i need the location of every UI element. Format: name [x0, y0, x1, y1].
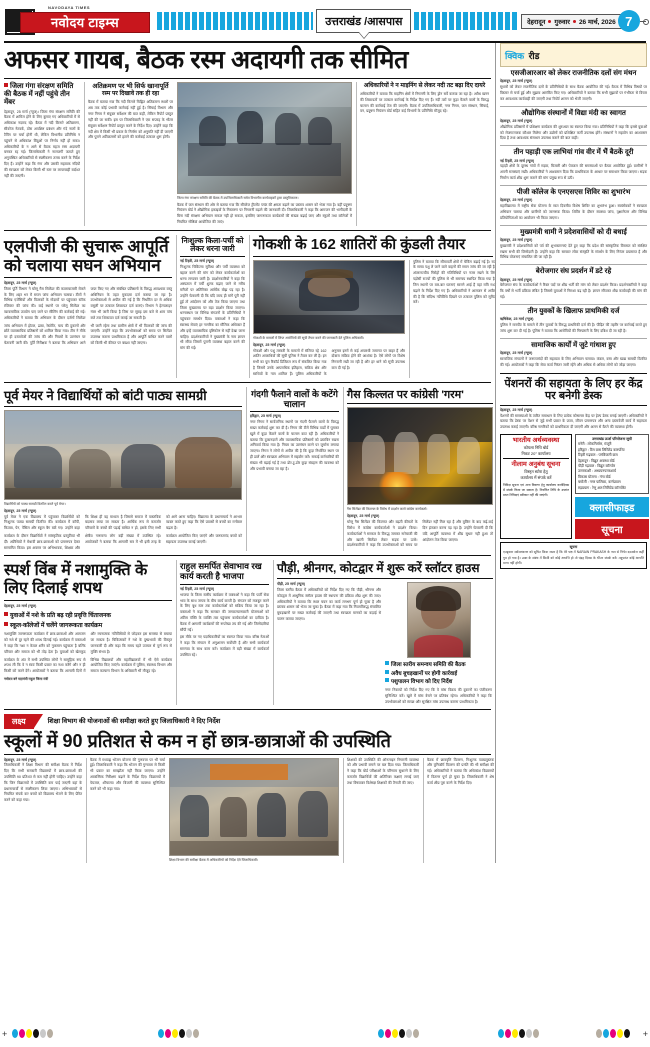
separator-dot-icon — [548, 20, 551, 23]
slaughter-byline-text: पौड़ी, 25 मार्च (न्यूज) — [277, 582, 305, 587]
table-row: टिहरी गढ़वाल : पनबिजली ग्राम — [578, 453, 618, 458]
bottom-photo-block — [169, 758, 339, 863]
sparsh-byline — [4, 604, 172, 610]
bjp-article — [176, 560, 269, 705]
bottom-photo-caption: शिक्षा विभाग की समीक्षा बैठक में अधिकारियों को निर्देश देते जिलाधिकारी। — [169, 857, 259, 862]
bottom-kicker: शिक्षा विभाग की योजनाओं की समीक्षा करते हुए जिलाधिकारी ने दिए निर्देश — [47, 717, 221, 725]
bottom-tag: लक्ष्य — [4, 714, 34, 729]
bottom-photo — [169, 758, 339, 856]
ad-line-3: विस्तृत ब्योरा हेतु — [524, 469, 548, 475]
quick-read-item-body: पुलिस ने मारपीट के मामले में तीन युवकों के विरुद्ध प्राथमिकी दर्ज की है। पीड़ित की तहरीर पर कार्रवाई करते हुए जांच शुरू कर दी गई है। पुलिस ने बताया कि आरोपियों की गिरफ्तारी के लिए दबिश दी जा रही है। — [500, 323, 647, 333]
quick-read-item-headline: पीजी कॉलेज के एनएसएस शिविर का शुभारंभ — [516, 188, 631, 196]
masthead-tail-decor — [640, 21, 646, 22]
ad-line-4: कार्यालय में संपर्क करें — [520, 475, 552, 481]
garbage-body: नगर निगम ने सार्वजनिक स्थानों पर गंदगी फैलाने वालों के विरुद्ध सख्त कार्रवाई शुरू कर दी है। निगम की टीमें विभिन्न वार्डों में घूमकर खुले में कूड़ा फेंकने वालों के चालान काट रही हैं। अधिकारियों ने बताया कि दुकानदारों और व्यावसायिक प्रतिष्ठानों को डस्टबिन रखना अनिवार्य किया गया है। नियम का उल्लंघन करने पर जुर्माना लगाया जाएगा। निगम ने लोगों से अपील की है कि कूड़ा निर्धारित स्थान पर ही डालें और स्वच्छता अभियान में सहयोग करें। सफाई कर्मचारियों की संख्या भी बढ़ाई गई है तथा डोर-टू-डोर कूड़ा संग्रहण की व्यवस्था को और प्रभावी बनाया जा रहा है। — [250, 420, 339, 471]
freebooks-headline: निःशुल्क किला-पर्ची को लेकर धरना जारी — [181, 235, 244, 254]
slaughter-bullet-2 — [385, 670, 492, 678]
table-row: हरिद्वार : टिम ग्रास लिमिटेड कारपोरेट — [578, 447, 625, 452]
table-row: देहरादून : विद्युत अवस्था बोर्ड — [578, 458, 615, 463]
lpg-byline-text: देहरादून, 25 मार्च (न्यूज) — [4, 280, 37, 285]
pension-headline: पेंशनरों की सहायता के लिए हर केंद्र पर बनेगी डेस्क — [504, 377, 643, 403]
garbage-headline: गंदगी फैलाने वालों के कटेंगे चालान — [251, 388, 338, 409]
quick-read-item-body: बेरोजगार संघ के कार्यकर्ताओं ने रिक्त पदों पर शीघ्र भर्ती की मांग को लेकर प्रदर्शन किया। प्रदर्शनकारियों ने कहा कि वर्षों से भर्ती प्रक्रिया लंबित है जिससे युवाओं में निराशा बढ़ रही है। ज्ञापन सौंपकर शीघ्र कार्यवाही की मांग की गई। — [500, 283, 647, 300]
bottom-col2-text: बैठक में मध्याह्न भोजन योजना की गुणवत्ता पर भी चर्चा हुई। जिलाधिकारी ने कहा कि भोजन की गुणवत्ता से किसी भी प्रकार का समझौता नहीं किया जाएगा। उन्होंने आकस्मिक निरीक्षण बढ़ाने के निर्देश दिए। विद्यालयों में पेयजल, शौचालय और बिजली की व्यवस्था सुनिश्चित करने को भी कहा गया। — [90, 757, 165, 791]
row-two — [4, 235, 496, 378]
quick-read-item-byline-text: देहरादून, 25 मार्च (न्यूज) — [500, 237, 533, 242]
quick-read-item-byline-text: देहरादून, 25 मार्च (न्यूज) — [500, 351, 533, 356]
quick-read-title-rest: रीड — [528, 51, 540, 61]
table-row: चमोली : नगर पालिका, कर्णप्रयाग — [578, 480, 621, 485]
quick-read-divider — [500, 106, 647, 107]
logo-nameplate — [20, 12, 150, 33]
quick-read-item-headline: तीन युवकों के खिलाफ प्राथमिकी दर्ज — [527, 307, 620, 315]
bottom-col-4 — [423, 758, 494, 863]
cmyk-dots — [12, 1029, 53, 1038]
quick-read-item-body: सुधारों को लेकर राजनीतिक दलों के प्रतिनिधियों के साथ बैठक आयोजित की गई। बैठक में विभिन्न विषयों पर विस्तार से चर्चा हुई और सुझाव आमंत्रित किए गए। अधिकारियों ने बताया कि सभी सुझावों पर गंभीरता से विचार कर आवश्यक कार्यवाही की जाएगी तथा रिपोर्ट शासन को भेजी जाएगी। — [500, 85, 647, 101]
main-column — [4, 43, 496, 863]
pension-byline-text: देहरादून, 25 मार्च (न्यूज) — [500, 407, 533, 412]
section-tag-label: उत्तराखंड /आसपास — [325, 16, 403, 28]
lead-col-4 — [356, 82, 489, 226]
logo-kicker: NAVODAYA TIMES — [48, 5, 91, 10]
gokashi-body-2: पुलिस ने बताया कि सीमावर्ती क्षेत्रों में चेकिंग बढ़ाई गई है। रात के समय पशु ले जाने वाले वाहनों की सघन जांच की जा रही है। अंतरराज्यीय गिरोहों की गतिविधियों पर नजर रखने के लिए पड़ोसी राज्यों की पुलिस से भी समन्वय स्थापित किया गया है। जिन स्थानों पर बार-बार घटनाएं सामने आई हैं वहां रात्रि गश्त बढ़ाने के निर्देश दिए गए हैं। अधिकारियों ने आमजन से अपील की है कि संदिग्ध गतिविधि दिखने पर तत्काल पुलिस को सूचित करें। — [413, 259, 496, 305]
lead-sub-kicker: अतिक्रमण पर भी सिर्फ खानापूर्ति — [92, 82, 169, 90]
sparsh-body: नशामुक्ति जागरूकता कार्यक्रम में छात्र-छात्राओं और आमजन को नशे से दूर रहने की शपथ दिलाई गई। कार्यक्रम में वक्ताओं ने कहा कि नशा न केवल शरीर को नुकसान पहुंचाता है बल्कि परिवार और समाज को भी तोड़ देता है। युवाओं को खेलकूद और रचनात्मक गतिविधियों से जोड़कर इस समस्या से बचाया जा सकता है। चिकित्सकों ने नशे के दुष्प्रभावों की विस्तृत जानकारी दी और कहा कि समय रहते उपचार से पूर्ण रूप से मुक्ति संभव है। — [4, 632, 172, 654]
dateline-city: देहरादून — [527, 18, 546, 26]
table-row: पौड़ी गढ़वाल : विद्युत कॉरपोर — [578, 463, 616, 468]
quick-read-item[interactable] — [500, 229, 647, 262]
decor-bars-right — [414, 12, 518, 30]
registration-mark-icon: + — [642, 1029, 648, 1039]
bottom-col4-text: बैठक में छात्रवृत्ति वितरण, निःशुल्क पाठ्यपुस्तक और यूनिफॉर्म वितरण की प्रगति की भी समीक्षा की गई। अधिकारियों ने बताया कि अधिकांश विद्यालयों में वितरण पूर्ण हो चुका है। जिलाधिकारी ने शेष कार्य शीघ्र पूरा करने के निर्देश दिए। — [427, 757, 494, 785]
slaughter-body-2: नगर निकायों को निर्देश दिए गए कि वे मांस विक्रय की दुकानों का पंजीकरण सुनिश्चित करें। खुले में मांस बेचने पर प्रतिबंध रहेगा। अधिकारियों ने कहा कि उपभोक्ताओं को स्वच्छ और सुरक्षित मांस उपलब्ध कराना प्राथमिकता है। — [385, 687, 492, 704]
lead-left-kicker — [4, 83, 80, 108]
gas-congress-photo-caption: गैस सिलेंडर की किल्लत के विरोध में प्रदर्शन करते कांग्रेस कार्यकर्ता। — [347, 507, 428, 512]
quick-read-divider — [500, 264, 647, 265]
separator-dot-icon — [573, 20, 576, 23]
freebooks-article — [176, 235, 245, 378]
page-number-badge: 7 — [618, 10, 640, 32]
lpg-article — [4, 235, 172, 378]
bottom-article — [4, 714, 494, 862]
section-divider — [500, 373, 647, 374]
mayor-photo — [4, 410, 242, 500]
bullet-icon — [4, 622, 8, 626]
table-row: विकास योजना : गंगा बोर्ड — [578, 474, 611, 479]
lpg-headline: एलपीजी की सुचारू आपूर्ति को चलाया सघन अभियान — [4, 236, 169, 275]
quick-read-divider — [500, 225, 647, 226]
lead-left-kicker-text: जिला गंगा संरक्षण समिति की बैठक में नहीं पहुंचे तीन मेंबर — [4, 82, 74, 107]
quick-read-item[interactable] — [500, 342, 647, 369]
bottom-col-1 — [4, 758, 82, 863]
table-title: उत्तराखंड ऊर्जा परियोजना सूची — [592, 437, 632, 442]
newspaper-page — [0, 4, 650, 1047]
bottom-headline: स्कूलों में 90 प्रतिशत से कम न हों छात्र-छात्राओं की उपस्थिति — [4, 731, 391, 752]
mayor-photo-caption: विद्यार्थियों को पाठ्य सामग्री वितरित करते पूर्व मेयर। — [4, 501, 66, 506]
pension-article — [500, 378, 647, 432]
lead-headline: अफसर गायब, बैठक रस्म अदायगी तक सीमित — [4, 46, 409, 74]
quick-read-item[interactable] — [500, 268, 647, 301]
quick-read-item-body: औद्योगिक प्रतिष्ठानों में प्रशिक्षण कार्यक्रम की शुरुआत का स्वागत किया गया। प्रतिनिधियों ने कहा कि इससे युवाओं को रोजगारपरक कौशल मिलेगा और उद्योगों को प्रशिक्षित कर्मी उपलब्ध होंगे। संस्थानों ने सहयोग का आश्वासन दिया है तथा आवश्यक संसाधन उपलब्ध कराने की बात कही। — [500, 124, 647, 141]
classified-tag[interactable]: क्लासीफाइड — [575, 497, 649, 517]
print-registration-strip — [0, 1025, 650, 1045]
registration-mark-icon: + — [2, 1029, 8, 1039]
quick-read-item-headline: तीन पहाड़ी एक लाभियां गांव वीर में भैं बैठकें दूरी — [513, 149, 634, 157]
lead-photo-block — [177, 82, 352, 226]
bjp-body: भाजपा के जिला स्तरीय कार्यक्रम में वक्ताओं ने कहा कि पार्टी सेवा भाव के साथ जनता के बीच कार्य करती है। संगठन को मजबूत करने के लिए बूथ स्तर तक कार्यकर्ताओं को सक्रिय किया जा रहा है। वक्ताओं ने कहा कि सरकार की जनकल्याणकारी योजनाओं को अंतिम पंक्ति के व्यक्ति तक पहुंचाना कार्यकर्ताओं का दायित्व है। बैठक में आगामी कार्यक्रमों की रूपरेखा तय की गई और जिम्मेदारियां सौंपी गईं। — [180, 592, 269, 632]
decor-bars-left — [157, 12, 313, 30]
gas-congress-body: घरेलू गैस सिलेंडर की किल्लत और बढ़ती कीमतों के विरोध में कांग्रेस कार्यकर्ताओं ने प्रदर्शन किया। कार्यकर्ताओं ने सरकार के विरुद्ध जमकर नारेबाजी की और खाली सिलेंडर लेकर सड़क पर उतरे। प्रदर्शनकारियों ने कहा कि उपभोक्ताओं को समय पर सिलेंडर नहीं मिल रहा है और बुकिंग के बाद कई-कई दिन इंतजार करना पड़ रहा है। उन्होंने चेतावनी दी कि यदि आपूर्ति व्यवस्था में शीघ्र सुधार नहीं हुआ तो आंदोलन तेज किया जाएगा। — [347, 520, 493, 548]
sparsh-byline-text: देहरादून, 25 मार्च (न्यूज) — [4, 604, 37, 609]
ad-title-2: नीलाम अनुबंध सूचना — [511, 461, 561, 469]
lpg-body: जिला पूर्ति विभाग ने घरेलू गैस सिलेंडर की कालाबाजारी रोकने के लिए शहर भर में सघन जांच अभियान चलाया। टीमों ने विभिन्न एजेंसियों और वितरकों के गोदामों पर पहुंचकर स्टॉक रजिस्टर की जांच की। कई स्थानों पर घरेलू सिलेंडर का व्यावसायिक उपयोग पाए जाने पर सीलिंग की कार्रवाई की गई। अधिकारियों ने बताया कि अभियान के दौरान दर्जनों सिलेंडर जब्त किए गए और संबंधित प्रतिष्ठानों के विरुद्ध आवश्यक वस्तु अधिनियम के तहत मुकदमा दर्ज कराया जा रहा है। उपभोक्ताओं से अपील की गई है कि निर्धारित दर से अधिक वसूली पर तत्काल शिकायत दर्ज कराएं। विभाग ने हेल्पलाइन नंबर भी जारी किया है जिस पर सुबह दस बजे से शाम पांच बजे तक शिकायत दर्ज कराई जा सकती है। — [4, 286, 172, 320]
lead-col-1 — [4, 82, 80, 226]
bullet-icon — [385, 661, 389, 665]
listing-block — [575, 434, 649, 539]
ad-line-2: निकट 20° कार्यालय — [521, 450, 551, 456]
mayor-article — [4, 387, 242, 552]
mayor-body: पूर्व मेयर ने एक विद्यालय में पहुंचकर विद्यार्थियों को निःशुल्क पाठ्य सामग्री वितरित की। कार्यक्रम में कॉपी, किताब, पेन, पेंसिल और स्कूल बैग बांटे गए। उन्होंने कहा कि शिक्षा ही वह माध्यम है जिससे समाज में वास्तविक बदलाव लाया जा सकता है। आर्थिक रूप से कमजोर परिवारों के बच्चों की पढ़ाई बाधित न हो, इसके लिए सभी को आगे आना चाहिए। विद्यालय के प्रधानाचार्य ने आभार व्यक्त करते हुए कहा कि ऐसे प्रयासों से बच्चों का मनोबल बढ़ता है। — [4, 514, 242, 531]
gas-congress-headline: गैस किल्लत पर कांग्रेसी 'गरम' — [347, 388, 464, 401]
row-four — [4, 560, 491, 705]
bottom-col1-text: जिलाधिकारी ने शिक्षा विभाग की समीक्षा बैठक में निर्देश दिए कि सभी सरकारी विद्यालयों में छात्र-छात्राओं की उपस्थिति 90 प्रतिशत से कम नहीं होनी चाहिए। उन्होंने कहा कि जिन विद्यालयों में उपस्थिति कम पाई जाएगी वहां के प्रधानाचार्यों से स्पष्टीकरण लिया जाएगा। अभिभावकों से नियमित संपर्क कर बच्चों को विद्यालय भेजने के लिए प्रेरित करने को कहा गया। — [4, 763, 82, 803]
energy-listing-table — [575, 434, 649, 494]
bullet-icon — [385, 678, 389, 682]
gas-congress-byline-text: देहरादून, 25 मार्च (न्यूज) — [347, 514, 380, 519]
bjp-headline: राहुल समर्पित सेवाभाव रख कार्य करती है भाजपा — [180, 561, 262, 582]
quick-read-item-headline: सामाजिक कार्यों में जुटे गांधाश हुए — [531, 341, 616, 349]
notice-body: एतद्द्वारा सर्वसाधारण को सूचित किया जाता है कि मेरे पक्ष में NARAIN PRAKASH के नाम से निर्गत दस्तावेज कहीं गुम हो गया है। उक्त के संबंध में किसी को कोई आपत्ति हो तो पंद्रह दिवस के भीतर संपर्क करें। तदुपरांत कोई आपत्ति मान्य नहीं होगी। — [503, 550, 644, 565]
bjp-byline-text: नई टिहरी, 25 मार्च (न्यूज) — [180, 586, 215, 591]
slaughter-bullet-1 — [385, 661, 492, 669]
quick-read-item-body: महाविद्यालय में राष्ट्रीय सेवा योजना के सात दिवसीय विशेष शिविर का शुभारंभ हुआ। स्वयंसेवकों ने स्वच्छता अभियान चलाया और ग्रामीणों को जागरूक किया। शिविर के दौरान स्वास्थ्य जांच, वृक्षारोपण और विभिन्न प्रतियोगिताओं का आयोजन भी किया जाएगा। — [500, 204, 647, 220]
quick-read-header — [500, 43, 647, 67]
gokashi-photo — [253, 260, 405, 334]
freebooks-byline-text: नई टिहरी, 25 मार्च (न्यूज) — [180, 259, 215, 264]
cmyk-dots — [158, 1029, 199, 1038]
lead-article — [4, 82, 491, 226]
lpg-body-2: जांच अभियान में होटल, ढाबा, रेस्टोरेंट, चाय की दुकानों और छोटे व्यावसायिक प्रतिष्ठानों को शामिल किया गया। टीम ने मौके पर ही दस्तावेजों की जांच की और नियमों के उल्लंघन पर चेतावनी जारी की। पूर्ति निरीक्षक ने बताया कि अभियान आगे भी जारी रहेगा तथा ग्रामीण क्षेत्रों में भी वितरकों की जांच की जाएगी। उन्होंने कहा कि उपभोक्ताओं को समय पर सिलेंडर उपलब्ध कराना प्राथमिकता है और आपूर्ति बाधित करने वालों को किसी भी कीमत पर बख्शा नहीं जाएगा। — [4, 323, 172, 346]
quick-read-item-byline-text: नई टिहरी, 25 मार्च (न्यूज) — [500, 158, 535, 163]
quick-read-item-headline: औद्योगिक संस्थानों में विद्या मंदी का स्वागत — [521, 109, 626, 117]
bottom-byline-text: देहरादून, 25 मार्च (न्यूज) — [4, 757, 37, 762]
cmyk-dots — [596, 1029, 630, 1038]
mayor-body-2: कार्यक्रम के दौरान विद्यार्थियों ने सांस्कृतिक प्रस्तुतियां भी दीं। अतिथियों ने मेधावी छात्र-छात्राओं को प्रमाणपत्र देकर सम्मानित किया। इस अवसर पर अभिभावक, शिक्षक और क्षेत्रीय गणमान्य लोग बड़ी संख्या में उपस्थित रहे। आयोजकों ने बताया कि आगामी सत्र में भी इसी तरह के कार्यक्रम आयोजित किए जाएंगे और जरूरतमंद बच्चों को सहायता उपलब्ध कराई जाएगी। — [4, 533, 242, 550]
lead-col2-text: बैठक में बताया गया कि नदी किनारे चिह्नित अतिक्रमण स्थलों पर अब तक कोई प्रभावी कार्रवाई नहीं हुई है। सिंचाई विभाग और नगर निगम ने संयुक्त सर्वेक्षण की बात कही, लेकिन रिपोर्ट प्रस्तुत नहीं की जा सकी। इस पर जिलाधिकारी ने एक सप्ताह के भीतर संयुक्त सर्वेक्षण रिपोर्ट प्रस्तुत करने के निर्देश दिए। उन्होंने कहा कि नदी क्षेत्र में किसी भी प्रकार के निर्माण को अनुमति नहीं दी जाएगी और पुराने अतिक्रमणों को हटाने की कार्रवाई तत्काल शुरू होगी। — [88, 100, 173, 140]
quick-read-item-body: पहाड़ी क्षेत्रों के दूरस्थ गांवों में सड़क, बिजली और पेयजल की समस्याओं पर बैठक आयोजित हुई। ग्रामीणों ने अपनी समस्याएं रखीं। अधिकारियों ने आश्वासन दिया कि प्राथमिकता के आधार पर समाधान किया जाएगा। सड़क निर्माण कार्य शीघ्र शुरू कराने की मांग प्रमुख रूप से उठी। — [500, 164, 647, 181]
freebooks-body: निःशुल्क चिकित्सा सुविधा और पर्ची व्यवस्था को बहाल करने की मांग को लेकर कार्यकर्ताओं का धरना लगातार जारी है। प्रदर्शनकारियों ने कहा कि अस्पताल में पर्ची शुल्क बढ़ाए जाने से गरीब मरीजों पर अतिरिक्त आर्थिक बोझ पड़ रहा है। उन्होंने चेतावनी दी कि यदि जल्द ही मांगें पूरी नहीं हुईं तो आंदोलन को और तेज किया जाएगा तथा जिला मुख्यालय पर बड़ा प्रदर्शन किया जाएगा। धरनास्थल पर विभिन्न संगठनों के प्रतिनिधियों ने पहुंचकर समर्थन दिया। वक्ताओं ने कहा कि स्वास्थ्य सेवाएं हर नागरिक का मौलिक अधिकार हैं और इन्हें व्यावसायिक दृष्टिकोण से नहीं देखा जाना चाहिए। प्रदर्शनकारियों ने मुख्यमंत्री के नाम ज्ञापन भी सौंपा जिसमें पुरानी व्यवस्था बहाल करने की मांग की गई। — [180, 264, 245, 351]
lead-sub-kicker-2: रस्म पर दिखावे तक ही रहा — [101, 91, 160, 98]
masthead — [4, 4, 646, 38]
mayor-byline-text: देहरादून, 25 मार्च (न्यूज) — [4, 508, 37, 513]
lead-col-2 — [84, 82, 173, 226]
newspaper-logo[interactable] — [4, 6, 154, 36]
garbage-article — [246, 387, 339, 552]
quick-read-item-byline-text: ऋषिकेश, 25 मार्च (न्यूज) — [500, 317, 534, 322]
bullet-icon — [4, 612, 8, 616]
sparsh-bullet-2-text: स्कूल-कॉलेजों में चलेंगे जागरूकता कार्यक्रम — [10, 623, 103, 630]
slaughter-bullet-1-text: जिला स्तरीय समन्वय समिति की बैठक — [391, 662, 466, 669]
gokashi-body: गोकशी और पशु तस्करी के मामलों में संलिप्त रहे 162 शातिर अपराधियों की सूची पुलिस ने तैयार कर ली है। इन सभी का पूरा रिकॉर्ड डिजिटल रूप में संकलित किया गया है जिसमें उनके आपराधिक इतिहास, सक्रिय क्षेत्र और साथियों के नाम शामिल हैं। पुलिस अधिकारियों के अनुसार इनमें से कई अपराधी जमानत पर बाहर हैं और दोबारा सक्रिय होने की आशंका है। ऐसे लोगों पर विशेष निगरानी रखी जा रही है और हर थाने को सूची उपलब्ध करा दी गई है। — [253, 348, 405, 376]
section-divider — [4, 555, 491, 556]
lead-photo-caption: जिला गंगा संरक्षण समिति की बैठक में उपजिलाधिकारी समेत विभागीय कार्यवाहकों द्वारा प्रस्तुतिकरण। — [177, 195, 299, 200]
slaughter-article — [273, 560, 493, 705]
table-row: उत्तरकाशी : अध्ययनपरकशार्य — [578, 469, 616, 474]
table-row: रुद्रप्रयाग : रेणु अल लिमिटेड कॉरपोरेट — [578, 485, 626, 490]
pension-body: पेंशनरों की समस्याओं के त्वरित समाधान के लिए प्रत्येक कोषागार केंद्र पर हेल्प डेस्क बनाई जाएगी। अधिकारियों ने बताया कि डेस्क पर पेंशन से जुड़े सभी प्रकार के प्रपत्र, जीवन प्रमाणपत्र और अन्य दस्तावेजी कार्य में सहायता उपलब्ध कराई जाएगी। वरिष्ठ नागरिकों को प्राथमिकता दी जाएगी और अलग से बैठने की व्यवस्था होगी। — [500, 413, 647, 430]
bottom-col-2 — [86, 758, 165, 863]
bottom-col3-text: शिक्षकों की उपस्थिति की ऑनलाइन निगरानी व्यवस्था को और प्रभावी बनाने पर बल दिया गया। जिलाधिकारी ने कहा कि बोर्ड परीक्षाओं के परिणाम सुधारने के लिए कमजोर विद्यार्थियों की अतिरिक्त कक्षाएं लगाई जाएं तथा विषयवार विशेषज्ञ शिक्षकों की तैनाती की जाए। — [347, 757, 419, 785]
ad-body: निविदा सूचना एवं अन्य विवरण हेतु कार्यालय कार्यदिवस में संपर्क किया जा सकता है। निर्धारित तिथि के उपरांत प्राप्त निविदाएं स्वीकार नहीं की जाएंगी। — [503, 482, 569, 498]
section-tag — [316, 9, 411, 33]
lead-col1-text: देहरादून, 25 मार्च (न्यूज)। जिला गंगा संरक्षण समिति की बैठक में शामिल होने के लिए बुलाए गए अधिकारियों में से अधिकांश नदारद रहे। बैठक में नदी किनारे अतिक्रमण, सीवरेज नेटवर्क, ठोस अपशिष्ट प्रबंधन और गंदे नालों के टैपिंग पर चर्चा होनी थी, लेकिन विभागीय प्रतिनिधि न पहुंचने से अधिकांश बिंदुओं पर निर्णय नहीं हो सका। अधिकारियों के न आने से बैठक महज रस्म अदायगी बनकर रह गई। जिलाधिकारी ने नाराजगी जताते हुए अनुपस्थित अधिकारियों से स्पष्टीकरण तलब करने के निर्देश दिए हैं। उन्होंने कहा कि गंगा और उसकी सहायक नदियों की स्वच्छता को लेकर किसी भी स्तर पर लापरवाही बर्दाश्त नहीं की जाएगी। — [4, 109, 80, 178]
quick-read-item[interactable] — [500, 70, 647, 103]
quick-read-divider — [500, 185, 647, 186]
section-divider — [4, 230, 491, 231]
dateline — [521, 14, 622, 29]
quick-read-column — [495, 43, 647, 863]
lead-right-kicker: अधिकारियों ने न माइनिंग से लेकर नदी तट बढ़ा दिए दायरे — [363, 82, 486, 89]
bullet-icon — [4, 83, 8, 87]
slaughter-bullet-2-text: अवैध बूचड़खानों पर होगी कार्रवाई — [391, 670, 458, 677]
sparsh-headline: स्पर्श विंब में नशामुक्ति के लिए दिलाई शपथ — [4, 562, 148, 598]
quick-read-item-byline-text: देहरादून, 25 मार्च (न्यूज) — [500, 198, 533, 203]
quick-read-item-body: मुख्यमंत्री ने प्रदेशवासियों को पर्व की शुभकामनाएं देते हुए कहा कि प्रदेश की सांस्कृतिक विरासत को संरक्षित रखना सभी की जिम्मेदारी है। उन्होंने कहा कि सरकार लोक संस्कृति के संवर्धन के लिए निरंतर प्रयासरत है और विभिन्न योजनाएं संचालित की जा रही हैं। — [500, 243, 647, 260]
sparsh-bullet-1-text: युवाओं में नशे के प्रति बढ़ रही प्रवृत्ति चिंताजनक — [10, 613, 112, 619]
garbage-byline-text: हरिद्वार, 25 मार्च (न्यूज) — [250, 414, 281, 419]
section-divider — [4, 709, 491, 710]
sparsh-bullet-1 — [4, 612, 172, 620]
dateline-day: गुरुवार — [554, 18, 570, 26]
gokashi-byline-text: देहरादून, 25 मार्च (न्यूज) — [253, 342, 286, 347]
gokashi-headline: गोकशी के 162 शातिरों की कुंडली तैयार — [253, 235, 466, 253]
sparsh-article — [4, 560, 172, 705]
table-row: मनेरी : लोकनिर्माण, मंजूरी — [578, 442, 612, 447]
sparsh-body-2: कार्यक्रम के अंत में सभी उपस्थित लोगों ने सामूहिक रूप से शपथ ली कि वे न स्वयं किसी प्रकार का नशा करेंगे और न ही किसी को करने देंगे। आयोजकों ने बताया कि आगामी दिनों में विभिन्न विद्यालयों और महाविद्यालयों में भी ऐसे कार्यक्रम आयोजित किए जाएंगे। कार्यक्रम में पुलिस, स्वास्थ्य विभाग और समाज कल्याण विभाग के अधिकारी भी मौजूद रहे। — [4, 657, 172, 674]
quick-read-divider — [500, 338, 647, 339]
gas-congress-article — [343, 387, 493, 552]
sparsh-bullet-2 — [4, 622, 172, 630]
section-divider — [4, 382, 491, 383]
lead-photo — [177, 82, 352, 194]
gokashi-article — [249, 235, 496, 378]
slaughter-bullet-3 — [385, 678, 492, 686]
slaughter-headline: पौड़ी, श्रीनगर, कोटद्वार में शुरू करें स्लॉटर हाउस — [277, 561, 480, 576]
cmyk-dots — [498, 1029, 539, 1038]
sparsh-caption: नवोदय बने महामंत्री राहुल जिला मंत्री — [4, 677, 49, 682]
row-three — [4, 387, 491, 552]
bjp-body-2: इस मौके पर नए पदाधिकारियों का स्वागत किया गया। वरिष्ठ नेताओं ने कहा कि संगठन में अनुशासन सर्वोपरि है और सभी कार्यकर्ता समन्वय के साथ काम करें। कार्यक्रम में बड़ी संख्या में कार्यकर्ता उपस्थित रहे। — [180, 635, 269, 657]
notice-title: सूचना — [569, 544, 578, 549]
quick-read-divider — [500, 304, 647, 305]
notice-tag[interactable]: सूचना — [575, 519, 649, 539]
page-body — [4, 43, 646, 863]
quick-read-divider — [500, 145, 647, 146]
notice-box — [500, 542, 647, 569]
advertisement-box[interactable] — [500, 434, 572, 539]
quick-read-item[interactable] — [500, 149, 647, 182]
quick-read-item[interactable] — [500, 110, 647, 143]
quick-read-item-byline-text: देहरादून, 25 मार्च (न्यूज) — [500, 119, 533, 124]
quick-read-item-body: सामाजिक संगठनों ने जरूरतमंदों की सहायता के लिए अभियान चलाया। कंबल, वस्त्र और खाद्य सामग्री वितरित की गई। आयोजकों ने कहा कि सेवा कार्य निरंतर जारी रहेंगे और अधिक से अधिक लोगों को जोड़ा जाएगा। — [500, 356, 647, 367]
quick-read-item[interactable] — [500, 308, 647, 335]
mayor-headline: पूर्व मेयर ने विद्यार्थियों को बांटी पाठ्य सामग्री — [4, 387, 207, 403]
gokashi-photo-caption: गोकशी के मामलों में लिप्त आरोपियों की सूची तैयार करने की जानकारी देते पुलिस अधिकारी। — [253, 335, 365, 340]
cmyk-dots — [378, 1029, 419, 1038]
quick-read-item-byline-text: देहरादून, 25 मार्च (न्यूज) — [500, 79, 533, 84]
quick-read-title-hi: क्विक — [505, 51, 525, 61]
dateline-date: 26 मार्च, 2026 — [578, 18, 616, 26]
lead-col4-text: अधिकारियों ने बताया कि माइनिंग क्षेत्रों में निगरानी के लिए ड्रोन सर्वे कराया जा रहा है। अवैध खनन की शिकायतों पर तत्काल कार्रवाई के निर्देश दिए गए हैं। नदी तटों पर कूड़ा फेंकने वालों के विरुद्ध चालान की कार्रवाई तेज की जाएगी। बैठक में उपजिलाधिकारी, नगर निगम, जल संस्थान, सिंचाई, वन, प्रदूषण नियंत्रण बोर्ड सहित कई विभागों के प्रतिनिधि मौजूद रहे। — [360, 92, 489, 114]
ad-line-1: कोयला निधि बोर्ड — [523, 445, 549, 451]
quick-read-item-byline-text: देहरादून, 25 मार्च (न्यूज) — [500, 277, 533, 282]
quick-read-item-headline: एसजीआरआर को लेकर राजनीतिक दलों संग मंथन — [510, 70, 637, 77]
slaughter-bullet-3-text: पशुपालन विभाग को दिए निर्देश — [391, 679, 453, 686]
bullet-icon — [385, 670, 389, 674]
gas-congress-photo — [347, 407, 493, 505]
bottom-col-3 — [343, 758, 419, 863]
slaughter-portrait-photo — [407, 582, 471, 658]
quick-read-item[interactable] — [500, 189, 647, 222]
logo-text: नवोदय टाइम्स — [51, 15, 119, 30]
lead-col3-text: बैठक में जल संस्थान की ओर से बताया गया कि सीवरेज ट्रीटमेंट प्लांट की क्षमता बढ़ाने का प्रस्ताव शासन को भेजा गया है। वहीं प्रदूषण नियंत्रण बोर्ड ने औद्योगिक इकाइयों के निस्तारण पर निगरानी बढ़ाने की जानकारी दी। जिलाधिकारी ने कहा कि आमजन की भागीदारी के बिना नदी संरक्षण अभियान सफल नहीं हो सकता, इसलिए जागरूकता कार्यक्रमों की संख्या बढ़ाई जाए और स्कूलों तथा कॉलेजों में नियमित गोष्ठियां आयोजित की जाएं। — [177, 202, 352, 225]
quick-read-item-headline: बेरोजगार संघ प्रदर्शन में डटे रहे — [535, 268, 612, 276]
slaughter-body: जिला स्तरीय बैठक में अधिकारियों को निर्देश दिए गए कि पौड़ी, श्रीनगर और कोटद्वार में आधुनिक स्लॉटर हाउस की स्थापना की प्रक्रिया शीघ्र शुरू की जाए। अधिकारियों ने बताया कि स्थल चयन का कार्य लगभग पूर्ण हो चुका है और प्रस्ताव शासन को भेजा जा चुका है। बैठक में कहा गया कि नियमविरुद्ध संचालित बूचड़खानों पर सख्त कार्रवाई की जाएगी तथा स्वच्छता मानकों का कड़ाई से पालन कराया जाएगा। — [277, 587, 381, 622]
ad-title: भारतीय अर्थव्यवस्था — [512, 437, 560, 445]
quick-read-item-headline: मुख्यमंत्री धामी ने प्रदेशवासियों को दी बधाई — [520, 228, 627, 236]
